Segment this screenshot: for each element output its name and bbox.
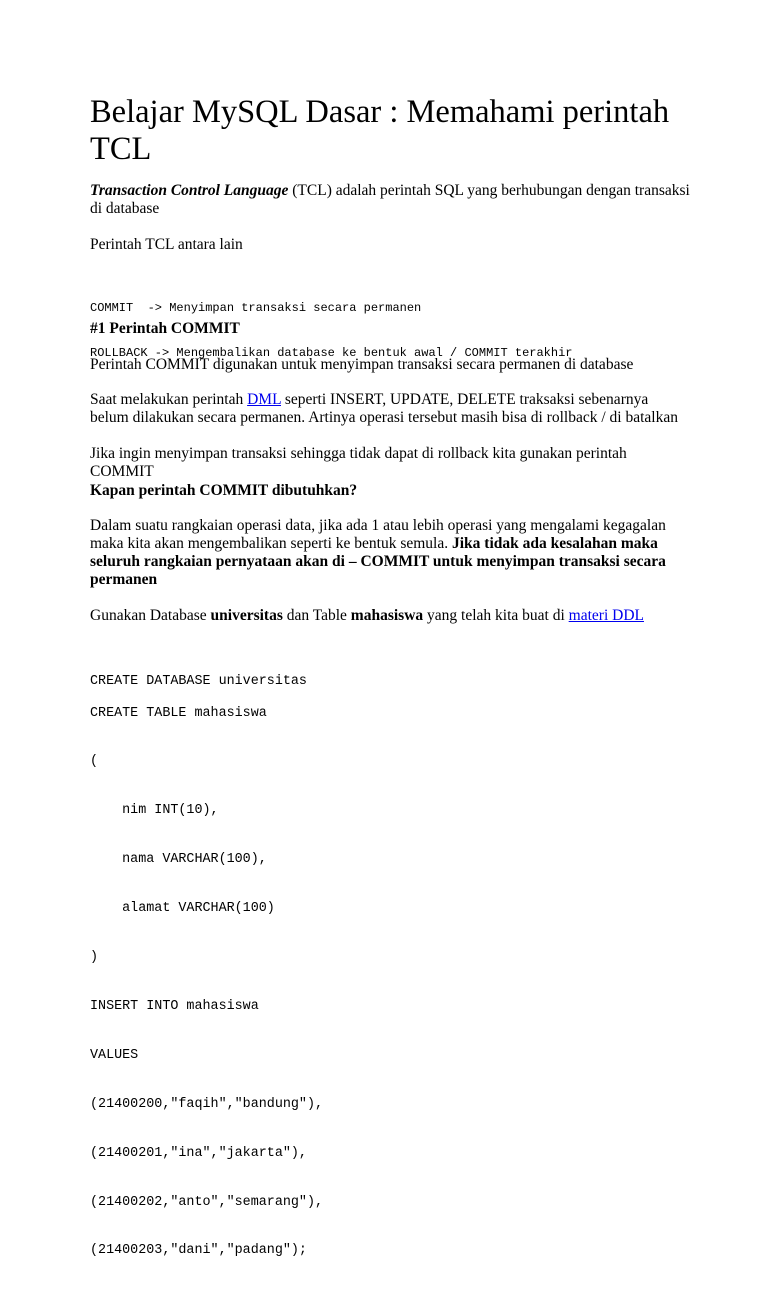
intro-paragraph: [90, 182, 690, 218]
ddl-link[interactable]: materi DDL: [568, 607, 644, 624]
intro-rest: (TCL) adalah perintah SQL yang berhubungan dengan transaksi di database: [90, 182, 690, 217]
code-line: alamat VARCHAR(100): [90, 901, 275, 917]
use-db-paragraph: Gunakan Database universitas dan Table mahasiswa yang telah kita buat di materi DDL: [90, 607, 644, 624]
dml-link[interactable]: DML: [247, 391, 281, 408]
code-line: CREATE TABLE mahasiswa: [90, 705, 267, 721]
code-line: VALUES: [90, 1047, 139, 1063]
code-line: nim INT(10),: [90, 803, 219, 819]
code-line: nama VARCHAR(100),: [90, 852, 267, 868]
when-paragraph: Dalam suatu rangkaian operasi data, jika ada 1 atau lebih operasi yang mengalami kegagalan maka kita akan mengembalikan seperti ke bentuk semula. Jika tidak ada kesalahan maka seluruh rangkaian pernyataan akan di – COMMIT untuk menyimpan transaksi secara permanen: [90, 517, 666, 588]
code-line: (21400201,"ina","jakarta"),: [90, 1145, 307, 1161]
section-heading-commit: #1 Perintah COMMIT: [90, 320, 240, 337]
list-intro: Perintah TCL antara lain: [90, 236, 243, 253]
code-line: (: [90, 754, 99, 770]
sql-code-block: [90, 673, 323, 1292]
page-title: Belajar MySQL Dasar : Memahami perintah TCL: [90, 94, 670, 167]
code-line: INSERT INTO mahasiswa: [90, 998, 259, 1014]
code-line: (21400200,"faqih","bandung"),: [90, 1096, 324, 1112]
save-paragraph: Jika ingin menyimpan transaksi sehingga tidak dapat di rollback kita gunakan perintah COMMIT: [90, 445, 627, 480]
db-name: universitas: [210, 607, 283, 624]
table-name: mahasiswa: [350, 607, 424, 624]
code-line: COMMIT -> Menyimpan transaksi secara permanen: [90, 301, 422, 315]
code-line: ROLLBACK -> Mengembalikan database ke bentuk awal / COMMIT terakhir: [90, 346, 573, 360]
code-line: ): [90, 950, 99, 966]
question-heading: Kapan perintah COMMIT dibutuhkan?: [90, 482, 358, 499]
code-line: (21400202,"anto","semarang"),: [90, 1194, 324, 1210]
dml-paragraph: Saat melakukan perintah DML seperti INSERT, UPDATE, DELETE traksaksi sebenarnya belum dilakukan secara permanen. Artinya operasi tersebut masih bisa di rollback / di batalkan: [90, 391, 678, 426]
code-line: (21400203,"dani","padang");: [90, 1243, 307, 1259]
intro-term: Transaction Control Language: [90, 182, 289, 199]
commit-use-paragraph: Perintah COMMIT digunakan untuk menyimpan transaksi secara permanen di database: [90, 356, 634, 373]
code-line: CREATE DATABASE universitas: [90, 673, 307, 689]
